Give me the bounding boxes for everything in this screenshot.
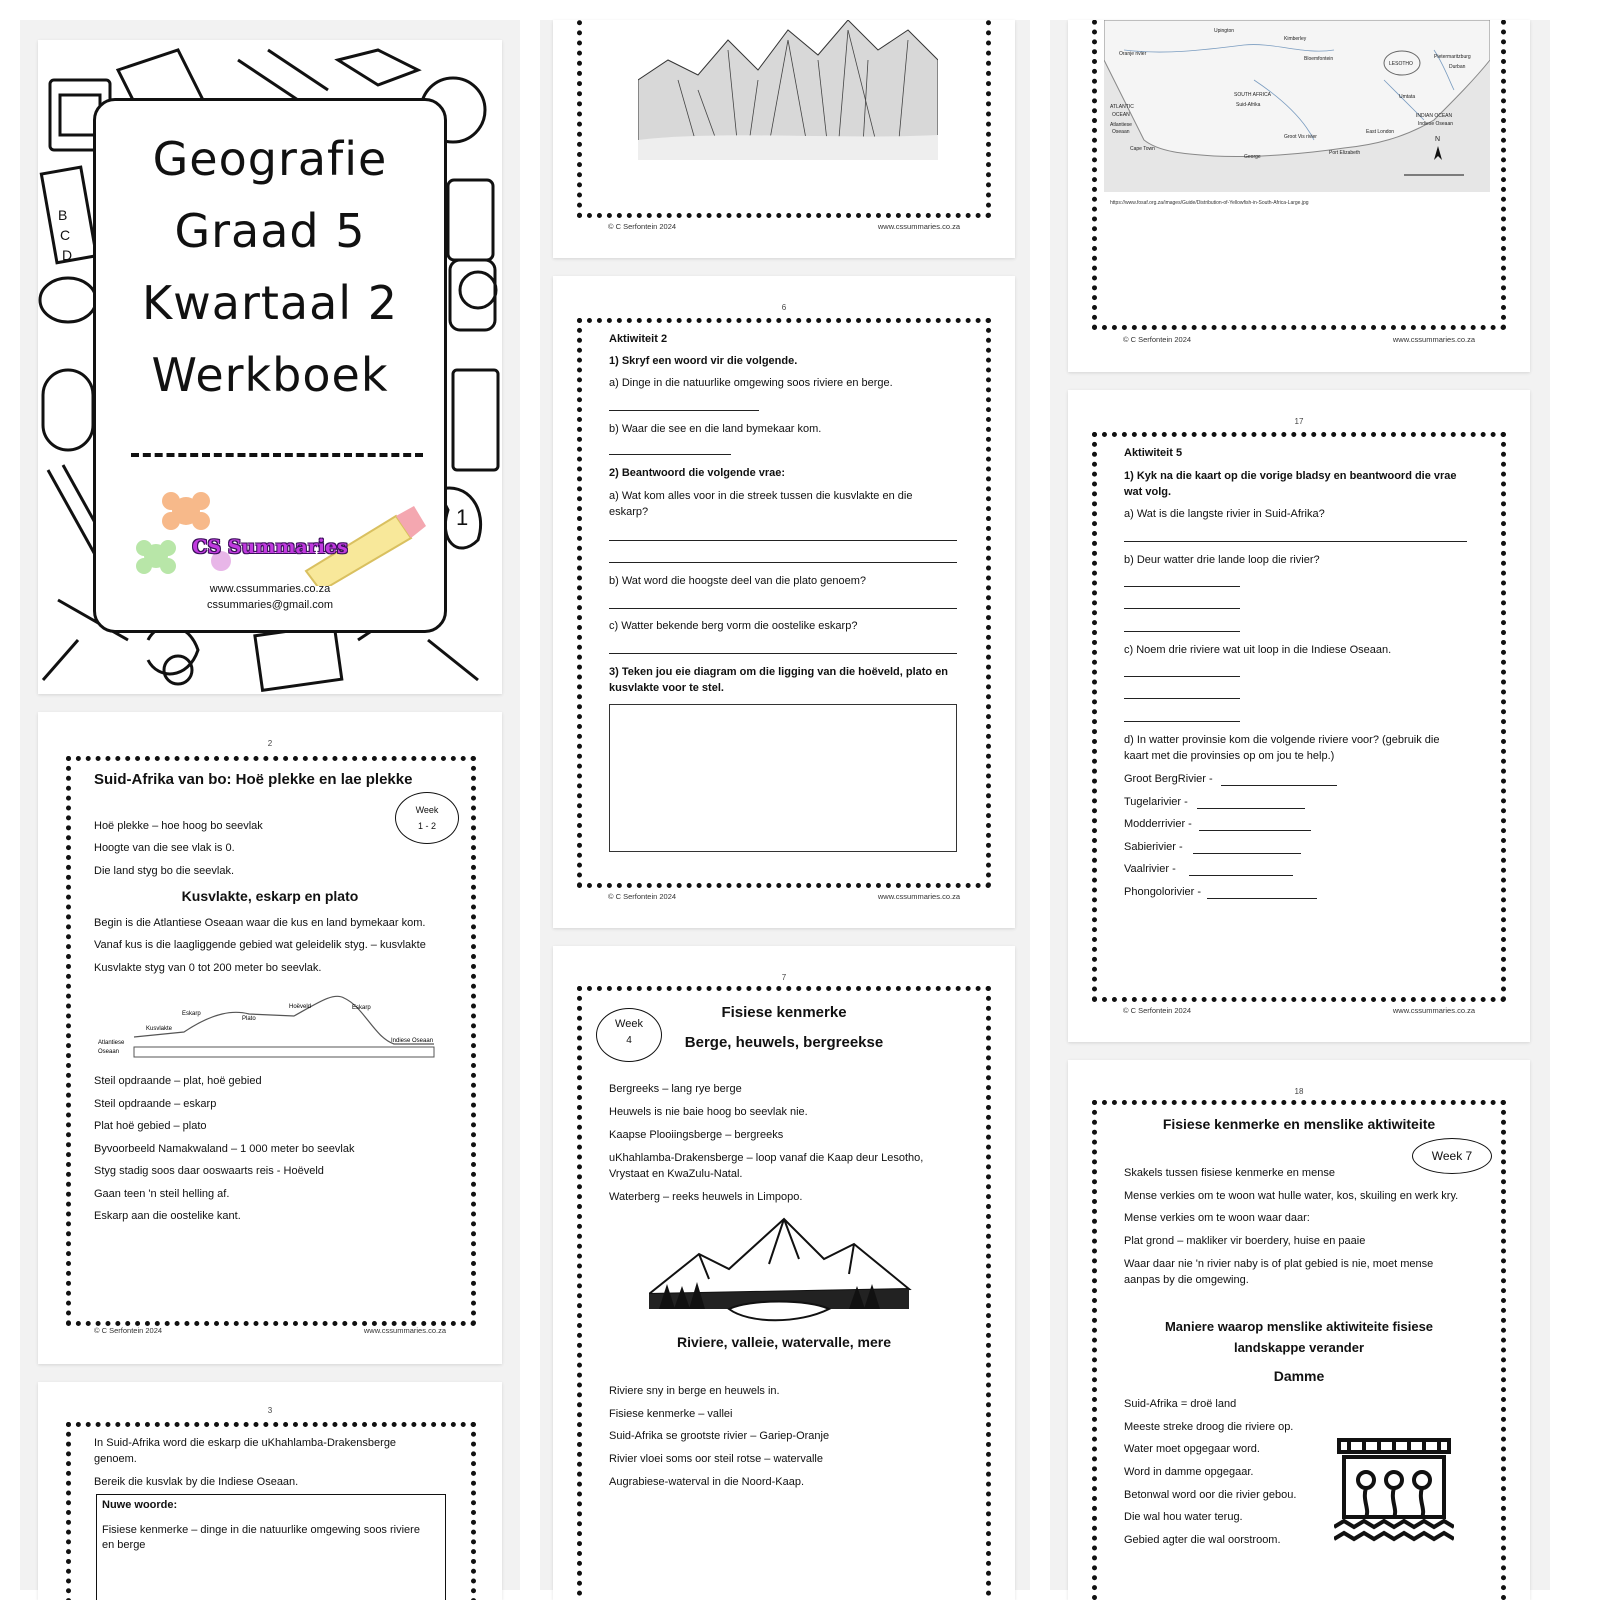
- mountain-illustration: [638, 20, 938, 160]
- text-line: Kaapse Plooiingsberge – bergreeks: [609, 1129, 784, 1141]
- answer-line[interactable]: [1207, 898, 1317, 899]
- footer-website: www.cssummaries.co.za: [1392, 335, 1475, 344]
- page-18: [1068, 1060, 1530, 1600]
- question-text: b) Wat word die hoogste deel van die plato genoem?: [609, 575, 867, 587]
- map-label: East London: [1366, 129, 1395, 135]
- page7-title: Fisiese kenmerke: [721, 1004, 847, 1021]
- question-text: eskarp?: [609, 506, 649, 518]
- page-17: [1068, 390, 1530, 1042]
- cover-email[interactable]: cssummaries@gmail.com: [206, 599, 334, 611]
- page-number: 7: [781, 973, 787, 982]
- svg-text:INDIAN OCEAN: [1416, 113, 1453, 119]
- map-label: SOUTH AFRICA: [1234, 92, 1271, 98]
- svg-text:Durban: [1449, 64, 1466, 70]
- text-line: Vanaf kus is die laagliggende gebied wat geleidelik styg. – kusvlakte: [94, 939, 426, 951]
- svg-text:Kimberley: [1284, 36, 1307, 42]
- page-3: [38, 1382, 502, 1600]
- svg-text:Atlantiese: [98, 1040, 125, 1046]
- map-label: INDIAN OCEAN: [1416, 113, 1453, 119]
- text-line: Water moet opgegaar word.: [1124, 1443, 1260, 1455]
- section-heading-damme: Damme: [1273, 1368, 1325, 1384]
- week-label: Week: [415, 805, 439, 815]
- map-label: Oranje rivier: [1119, 51, 1147, 57]
- svg-text:Oranje rivier: [1119, 51, 1147, 57]
- text-line: Die wal hou water terug.: [1124, 1511, 1243, 1523]
- text-line: Mense verkies om te woon wat hulle water, kos, skuiling en werk kry.: [1124, 1190, 1459, 1202]
- answer-line[interactable]: [609, 653, 957, 654]
- cover-website[interactable]: www.cssummaries.co.za: [209, 583, 331, 595]
- svg-text:B: B: [58, 207, 68, 223]
- map-label: OCEAN: [1112, 112, 1130, 118]
- new-words-title: Nuwe woorde:: [102, 1499, 178, 1511]
- river-item: Groot BergRivier -: [1124, 773, 1213, 785]
- river-item: Sabierivier -: [1124, 841, 1183, 853]
- map-label: Upington: [1214, 28, 1235, 34]
- text-line: Waar daar nie 'n rivier naby is of plat gebied is nie, moet mense: [1124, 1258, 1434, 1270]
- svg-text:Umtata: [1399, 94, 1415, 100]
- page18-title: Fisiese kenmerke en menslike aktiwiteite: [1162, 1116, 1436, 1132]
- text-line: Mense verkies om te woon waar daar:: [1124, 1212, 1310, 1224]
- svg-text:Groot Vis rivier: [1284, 134, 1317, 140]
- map-label: Bloemfontein: [1304, 56, 1334, 62]
- svg-text:ATLANTIC: [1110, 104, 1134, 110]
- text-line: Waterberg – reeks heuwels in Limpopo.: [609, 1191, 803, 1203]
- cover-title-line-4: Werkboek: [151, 348, 389, 402]
- answer-line[interactable]: [1124, 586, 1240, 587]
- text-line: genoem.: [94, 1453, 137, 1465]
- svg-text:Oseaan: [1112, 129, 1130, 135]
- text-line: In Suid-Afrika word die eskarp die uKhahlamba-Drakensberge: [94, 1437, 397, 1449]
- map-label: LESOTHO: [1389, 61, 1413, 67]
- text-line: Plat hoë gebied – plato: [94, 1120, 207, 1132]
- map-label: Oseaan: [1112, 129, 1130, 135]
- page7-subtitle: Berge, heuwels, bergreekse: [684, 1034, 884, 1051]
- page7-subtitle-rivers: Riviere, valleie, watervalle, mere: [676, 1334, 892, 1350]
- cover-card: [93, 98, 447, 633]
- svg-text:Indiese Oseaan: [1418, 121, 1453, 127]
- svg-text:SOUTH AFRICA: [1234, 92, 1272, 98]
- text-line: Skakels tussen fisiese kenmerke en mense: [1124, 1167, 1335, 1179]
- svg-text:Eskarp: [352, 1005, 371, 1011]
- text-line: Begin is die Atlantiese Oseaan waar die kus en land bymekaar kom.: [94, 917, 426, 929]
- text-line: aanpas by die omgewing.: [1124, 1274, 1249, 1286]
- svg-text:Kusvlakte: [146, 1026, 173, 1032]
- text-line: Bereik die kusvlak by die Indiese Oseaan.: [94, 1476, 299, 1488]
- text-line: Suid-Afrika se grootste rivier – Gariep-Oranje: [609, 1430, 830, 1442]
- river-item: Tugelarivier -: [1124, 796, 1188, 808]
- page-2: [38, 712, 502, 1364]
- question-text: d) In watter provinsie kom die volgende riviere voor? (gebruik die: [1124, 734, 1440, 746]
- map-label: Pietermaritzburg: [1434, 54, 1471, 60]
- page-number: 18: [1294, 1087, 1304, 1096]
- svg-text:N: [1435, 136, 1440, 143]
- svg-text:1: 1: [456, 505, 469, 530]
- drawing-box[interactable]: [609, 704, 957, 852]
- answer-line[interactable]: [609, 562, 957, 563]
- svg-text:Bloemfontein: [1304, 56, 1333, 62]
- diagram-label-hoeveld: Hoëveld: [289, 1004, 312, 1010]
- text-line: Hoogte van die see vlak is 0.: [94, 842, 235, 854]
- text-line: uKhahlamba-Drakensberge – loop vanaf die Kaap deur Lesotho,: [609, 1152, 924, 1164]
- question-text: c) Watter bekende berg vorm die oostelike eskarp?: [609, 620, 858, 632]
- question-heading: 1) Skryf een woord vir die volgende.: [609, 355, 798, 367]
- map-page: [1068, 20, 1530, 372]
- cover-title: [96, 123, 444, 411]
- diagram-label-eskarp-west: Eskarp: [182, 1011, 201, 1017]
- text-line: Fisiese kenmerke – vallei: [609, 1408, 733, 1420]
- map-label: Atlantiese: [1110, 122, 1132, 128]
- section-heading: landskappe verander: [1233, 1340, 1365, 1355]
- svg-text:LESOTHO: [1389, 61, 1413, 67]
- map-label: Groot Vis rivier: [1284, 134, 1317, 140]
- text-line: Betonwal word oor die rivier gebou.: [1124, 1489, 1297, 1501]
- svg-text:Pietermaritzburg: [1434, 54, 1471, 60]
- svg-text:D: D: [62, 247, 73, 263]
- cover-page: [38, 40, 502, 694]
- map-label: Suid-Afrika: [1236, 102, 1261, 108]
- answer-line[interactable]: [1197, 808, 1305, 809]
- diagram-label-indiese-oseaan: Indiese Oseaan: [391, 1038, 434, 1044]
- map-label: Cape Town: [1130, 146, 1155, 152]
- text-line: Heuwels is nie baie hoog bo seevlak nie.: [609, 1106, 808, 1118]
- week-cloud: [395, 792, 459, 844]
- text-line: Riviere sny in berge en heuwels in.: [609, 1385, 780, 1397]
- answer-line[interactable]: [1124, 608, 1240, 609]
- answer-line[interactable]: [1124, 698, 1240, 699]
- answer-line[interactable]: [1124, 631, 1240, 632]
- answer-line[interactable]: [609, 608, 957, 609]
- answer-line[interactable]: [1221, 785, 1337, 786]
- answer-line[interactable]: [1124, 541, 1467, 542]
- river-item: Vaalrivier -: [1124, 863, 1176, 875]
- diagram-label-eskarp-east: Eskarp: [352, 1005, 371, 1011]
- section-heading: Maniere waarop menslike aktiwiteite fisiese: [1164, 1319, 1434, 1334]
- cover-title-line-3: Kwartaal 2: [142, 276, 398, 330]
- text-line: Steil opdraande – eskarp: [94, 1098, 217, 1110]
- question-text: b) Deur watter drie lande loop die rivier?: [1124, 554, 1320, 566]
- svg-text:Cape Town: [1130, 146, 1155, 152]
- svg-text:Eskarp: [182, 1011, 201, 1017]
- question-heading: 2) Beantwoord die volgende vrae:: [609, 467, 786, 479]
- week-number: 4: [626, 1035, 632, 1046]
- map-label: Kimberley: [1284, 36, 1307, 42]
- diagram-label-atlantiese: Atlantiese: [98, 1040, 125, 1046]
- text-line: Gaan teen 'n steil helling af.: [94, 1188, 230, 1200]
- svg-text:East London: [1366, 129, 1394, 135]
- text-line: Gebied agter die wal oorstroom.: [1124, 1534, 1281, 1546]
- page-6: [553, 276, 1015, 928]
- page2-title: Suid-Afrika van bo: Hoë plekke en lae plekke: [94, 771, 413, 788]
- question-heading: wat volg.: [1124, 486, 1172, 498]
- question-text: a) Dinge in die natuurlike omgewing soos riviere en berge.: [609, 377, 893, 389]
- cover-name-line: [131, 453, 423, 457]
- text-line: Eskarp aan die oostelike kant.: [94, 1210, 241, 1222]
- page-number: 3: [267, 1406, 273, 1415]
- text-line: Suid-Afrika = droë land: [1124, 1398, 1237, 1410]
- text-line: Word in damme opgegaar.: [1124, 1466, 1254, 1478]
- footer-copyright: © C Serfontein 2024: [94, 1326, 163, 1335]
- diagram-label-kusvlakte: Kusvlakte: [146, 1026, 173, 1032]
- text-line: Rivier vloei soms oor steil rotse – watervalle: [609, 1453, 823, 1465]
- svg-text:Indiese Oseaan: [391, 1038, 433, 1044]
- svg-text:Port Elizabeth: [1329, 150, 1360, 156]
- svg-text:Plato: [242, 1016, 256, 1022]
- week-cloud: [1412, 1138, 1492, 1174]
- footer-copyright: © C Serfontein 2024: [1123, 1006, 1192, 1015]
- map-label: Indiese Oseaan: [1418, 121, 1454, 127]
- svg-text:Upington: [1214, 28, 1234, 34]
- question-text: c) Noem drie riviere wat uit loop in die Indiese Oseaan.: [1124, 644, 1392, 656]
- question-text: a) Wat kom alles voor in die streek tussen die kusvlakte en die: [609, 490, 913, 502]
- brand-logo-art: [126, 476, 426, 586]
- cover-title-line-2: Graad 5: [174, 204, 366, 258]
- text-line: Meeste streke droog die riviere op.: [1124, 1421, 1294, 1433]
- answer-line[interactable]: [1199, 830, 1311, 831]
- text-line: Plat grond – makliker vir boerdery, huise en paaie: [1124, 1235, 1366, 1247]
- text-line: Steil opdraande – plat, hoë gebied: [94, 1075, 262, 1087]
- diagram-label-oseaan: Oseaan: [98, 1049, 120, 1055]
- mountain-landscape-illustration: [649, 1214, 919, 1329]
- text-line: Bergreeks – lang rye berge: [609, 1083, 742, 1095]
- svg-text:Hoëveld: [289, 1004, 311, 1010]
- page-5-fragment: [553, 20, 1015, 258]
- landform-diagram: [94, 992, 454, 1062]
- brand-name: CS Summaries: [192, 536, 348, 558]
- text-line: Kusvlakte styg van 0 tot 200 meter bo seevlak.: [94, 962, 322, 974]
- text-line: Die land styg bo die seevlak.: [94, 865, 235, 877]
- footer-website: www.cssummaries.co.za: [1392, 1006, 1475, 1015]
- week-label: Week 7: [1431, 1149, 1473, 1163]
- river-item: Phongolorivier -: [1124, 886, 1202, 898]
- map-label: Port Elizabeth: [1329, 150, 1361, 156]
- south-africa-map: [1104, 20, 1490, 192]
- question-heading: 1) Kyk na die kaart op die vorige bladsy en beantwoord die vrae: [1124, 470, 1457, 482]
- text-line: Augrabiese-waterval in die Noord-Kaap.: [609, 1476, 805, 1488]
- activity-title: Aktiwiteit 5: [1124, 447, 1183, 459]
- answer-line[interactable]: [1193, 853, 1301, 854]
- week-range: 1 - 2: [417, 821, 436, 831]
- text-line: Fisiese kenmerke – dinge in die natuurlike omgewing soos riviere: [102, 1524, 420, 1536]
- map-label: Durban: [1449, 64, 1466, 70]
- page-number: 17: [1294, 417, 1304, 426]
- page-7: [553, 946, 1015, 1600]
- diagram-label-plato: Plato: [242, 1016, 256, 1022]
- week-label: Week: [615, 1018, 643, 1030]
- footer-copyright: © C Serfontein 2024: [608, 222, 677, 231]
- question-text: kaart met die provinsies op om jou te help.): [1124, 750, 1335, 762]
- svg-text:C: C: [60, 227, 71, 243]
- text-line: Styg stadig soos daar ooswaarts reis - Hoëveld: [94, 1165, 324, 1177]
- footer-website: www.cssummaries.co.za: [877, 892, 960, 901]
- footer-website: www.cssummaries.co.za: [877, 222, 960, 231]
- new-words-box: [96, 1494, 446, 1600]
- question-heading: kusvlakte voor te stel.: [609, 682, 724, 694]
- question-heading: 3) Teken jou eie diagram om die ligging van die hoëveld, plato en: [609, 666, 949, 678]
- map-label: Umtata: [1399, 94, 1416, 100]
- answer-line[interactable]: [1189, 875, 1293, 876]
- text-line: Byvoorbeeld Namakwaland – 1 000 meter bo seevlak: [94, 1143, 355, 1155]
- answer-line[interactable]: [609, 454, 731, 455]
- answer-line[interactable]: [609, 540, 957, 541]
- question-text: a) Wat is die langste rivier in Suid-Afrika?: [1124, 508, 1325, 520]
- river-item: Modderrivier -: [1124, 818, 1192, 830]
- svg-text:Suid-Afrika: [1236, 102, 1261, 108]
- cover-title-line-1: Geografie: [152, 132, 388, 186]
- page-number: 6: [781, 303, 787, 312]
- page-number: 2: [267, 739, 273, 748]
- svg-text:Oseaan: [98, 1049, 119, 1055]
- dam-icon: [1334, 1435, 1454, 1555]
- page2-subtitle: Kusvlakte, eskarp en plato: [181, 888, 359, 904]
- north-label: N: [1435, 136, 1441, 143]
- map-label: George: [1244, 154, 1261, 160]
- answer-line[interactable]: [1124, 721, 1240, 722]
- text-line: Hoë plekke – hoe hoog bo seevlak: [94, 820, 263, 832]
- svg-text:OCEAN: [1112, 112, 1130, 118]
- svg-text:George: [1244, 154, 1261, 160]
- answer-line[interactable]: [1124, 676, 1240, 677]
- activity-title: Aktiwiteit 2: [609, 333, 668, 345]
- text-line: en berge: [102, 1539, 146, 1551]
- question-text: b) Waar die see en die land bymekaar kom.: [609, 423, 822, 435]
- text-line: Vrystaat en KwaZulu-Natal.: [609, 1168, 743, 1180]
- footer-copyright: © C Serfontein 2024: [1123, 335, 1192, 344]
- svg-text:Atlantiese: [1110, 122, 1132, 128]
- map-label: ATLANTIC: [1110, 104, 1134, 110]
- footer-website: www.cssummaries.co.za: [363, 1326, 446, 1335]
- map-source-url[interactable]: https://www.fosaf.org.za/images/Guide/Distribution-of-Yellowfish-in-South-Africa-Large.jpg: [1110, 200, 1309, 206]
- footer-copyright: © C Serfontein 2024: [608, 892, 677, 901]
- answer-line[interactable]: [609, 410, 759, 411]
